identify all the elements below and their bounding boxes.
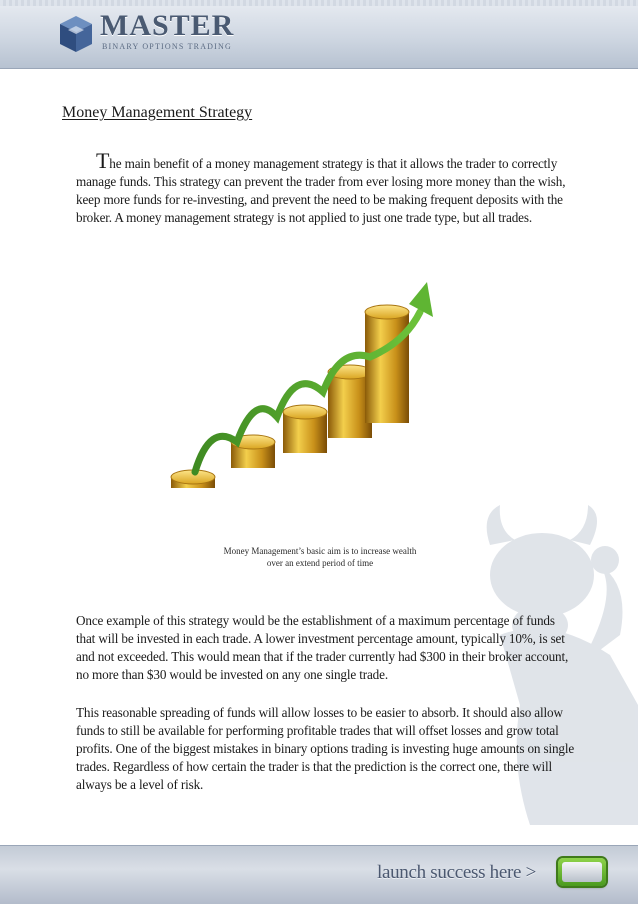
risk-paragraph: This reasonable spreading of funds will allow losses to be easier to absorb. It should also allow funds to still be available for performing profitable trades that will offset losses and grow total profits. One of the biggest mistakes in binary options trading is investing huge amounts on single trades. Regardless of how certain the trader is that the prediction is the correct one, there will always be a level of risk. [76,705,575,792]
brand-name: MASTER [100,9,235,42]
coin-stacks-growth-figure [165,272,475,512]
coin-top [283,405,327,419]
cube-logo-icon [58,14,94,54]
figure-caption [180,545,460,569]
brand-subtitle: BINARY OPTIONS TRADING [102,42,232,51]
page-title: Money Management Strategy [62,104,253,121]
drop-cap: T [96,148,110,173]
coin-top [365,305,409,319]
launch-button-icon [562,862,602,882]
intro-paragraph [76,148,576,227]
footer-banner [0,845,638,904]
header-banner [0,0,638,69]
launch-link[interactable]: launch success here > [377,862,536,883]
caption-line-2: over an extend period of time [266,558,374,568]
caption-line-1: Money Management’s basic aim is to increase wealth [223,546,417,556]
intro-paragraph-text: he main benefit of a money management strategy is that it allows the trader to correctly manage funds. This strategy can prevent the trader from ever losing more money than the wish, keep more funds for re-investing, and prevent the need to be making frequent deposits with the broker. A money management strategy is not applied to just one trade type, but all trades. [76,156,566,225]
example-paragraph: Once example of this strategy would be the establishment of a maximum percentage of funds that will be invested in each trade. A lower investment percentage amount, typically 10%, is set and not exceeded. This would mean that if the trader currently had $300 in their broker account, no more than $30 would be invested on any one single trade. [76,613,569,682]
launch-button[interactable] [558,858,606,886]
